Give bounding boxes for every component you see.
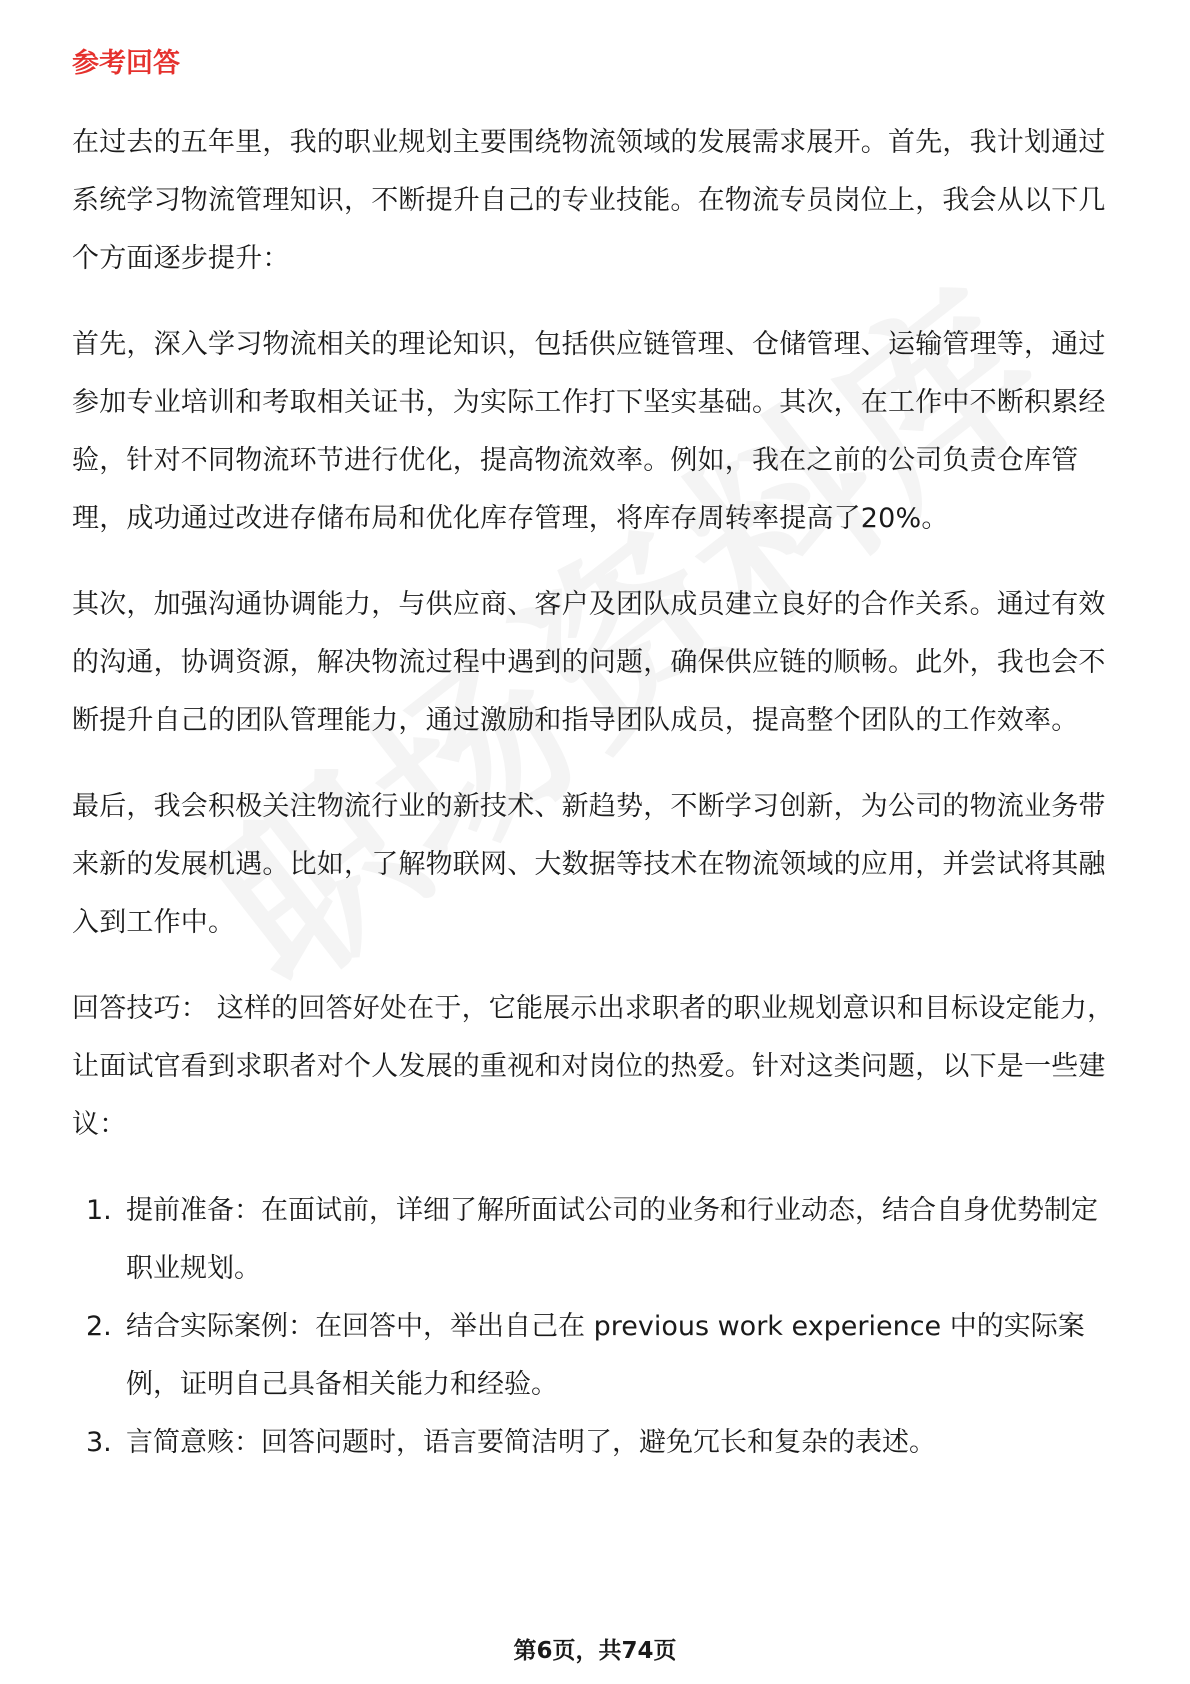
section-title: 参考回答 [72, 48, 180, 79]
list-item-number: 1. [86, 1195, 112, 1226]
list-item-text: 提前准备：在面试前，详细了解所面试公司的业务和行业动态，结合自身优势制定职业规划。 [126, 1195, 1098, 1284]
page-number: 第6页，共74页 [513, 1638, 677, 1664]
paragraph-communication: 其次，加强沟通协调能力，与供应商、客户及团队成员建立良好的合作关系。通过有效的沟通，协调资源，解决物流过程中遇到的问题，确保供应链的顺畅。此外，我也会不断提升自己的团队管理能力，通过激励和指导团队成员，提高整个团队的工作效率。 [72, 589, 1106, 736]
list-item-number: 2. [86, 1311, 112, 1342]
list-item-number: 3. [86, 1427, 112, 1458]
paragraph-innovation: 最后，我会积极关注物流行业的新技术、新趋势，不断学习创新，为公司的物流业务带来新的发展机遇。比如，了解物联网、大数据等技术在物流领域的应用，并尝试将其融入到工作中。 [72, 791, 1106, 938]
list-item [72, 1414, 1122, 1472]
content [72, 44, 1122, 1472]
list-item [72, 1298, 1122, 1414]
list-item-text: 结合实际案例：在回答中，举出自己在 previous work experience 中的实际案例，证明自己具备相关能力和经验。 [126, 1311, 1085, 1400]
tips-list [72, 1182, 1122, 1472]
list-item [72, 1182, 1122, 1298]
paragraph-intro: 在过去的五年里，我的职业规划主要围绕物流领域的发展需求展开。首先，我计划通过系统学习物流管理知识，不断提升自己的专业技能。在物流专员岗位上，我会从以下几个方面逐步提升： [72, 127, 1106, 274]
paragraph-tips-intro: 回答技巧： 这样的回答好处在于，它能展示出求职者的职业规划意识和目标设定能力，让面试官看到求职者对个人发展的重视和对岗位的热爱。针对这类问题，以下是一些建议： [72, 993, 1115, 1140]
list-item-text: 言简意赅：回答问题时，语言要简洁明了，避免冗长和复杂的表述。 [126, 1427, 936, 1458]
paragraph-theory: 首先，深入学习物流相关的理论知识，包括供应链管理、仓储管理、运输管理等，通过参加专业培训和考取相关证书，为实际工作打下坚实基础。其次，在工作中不断积累经验，针对不同物流环节进行优化，提高物流效率。例如，我在之前的公司负责仓库管理，成功通过改进存储布局和优化库存管理，将库存周转率提高了20%。 [72, 329, 1106, 534]
